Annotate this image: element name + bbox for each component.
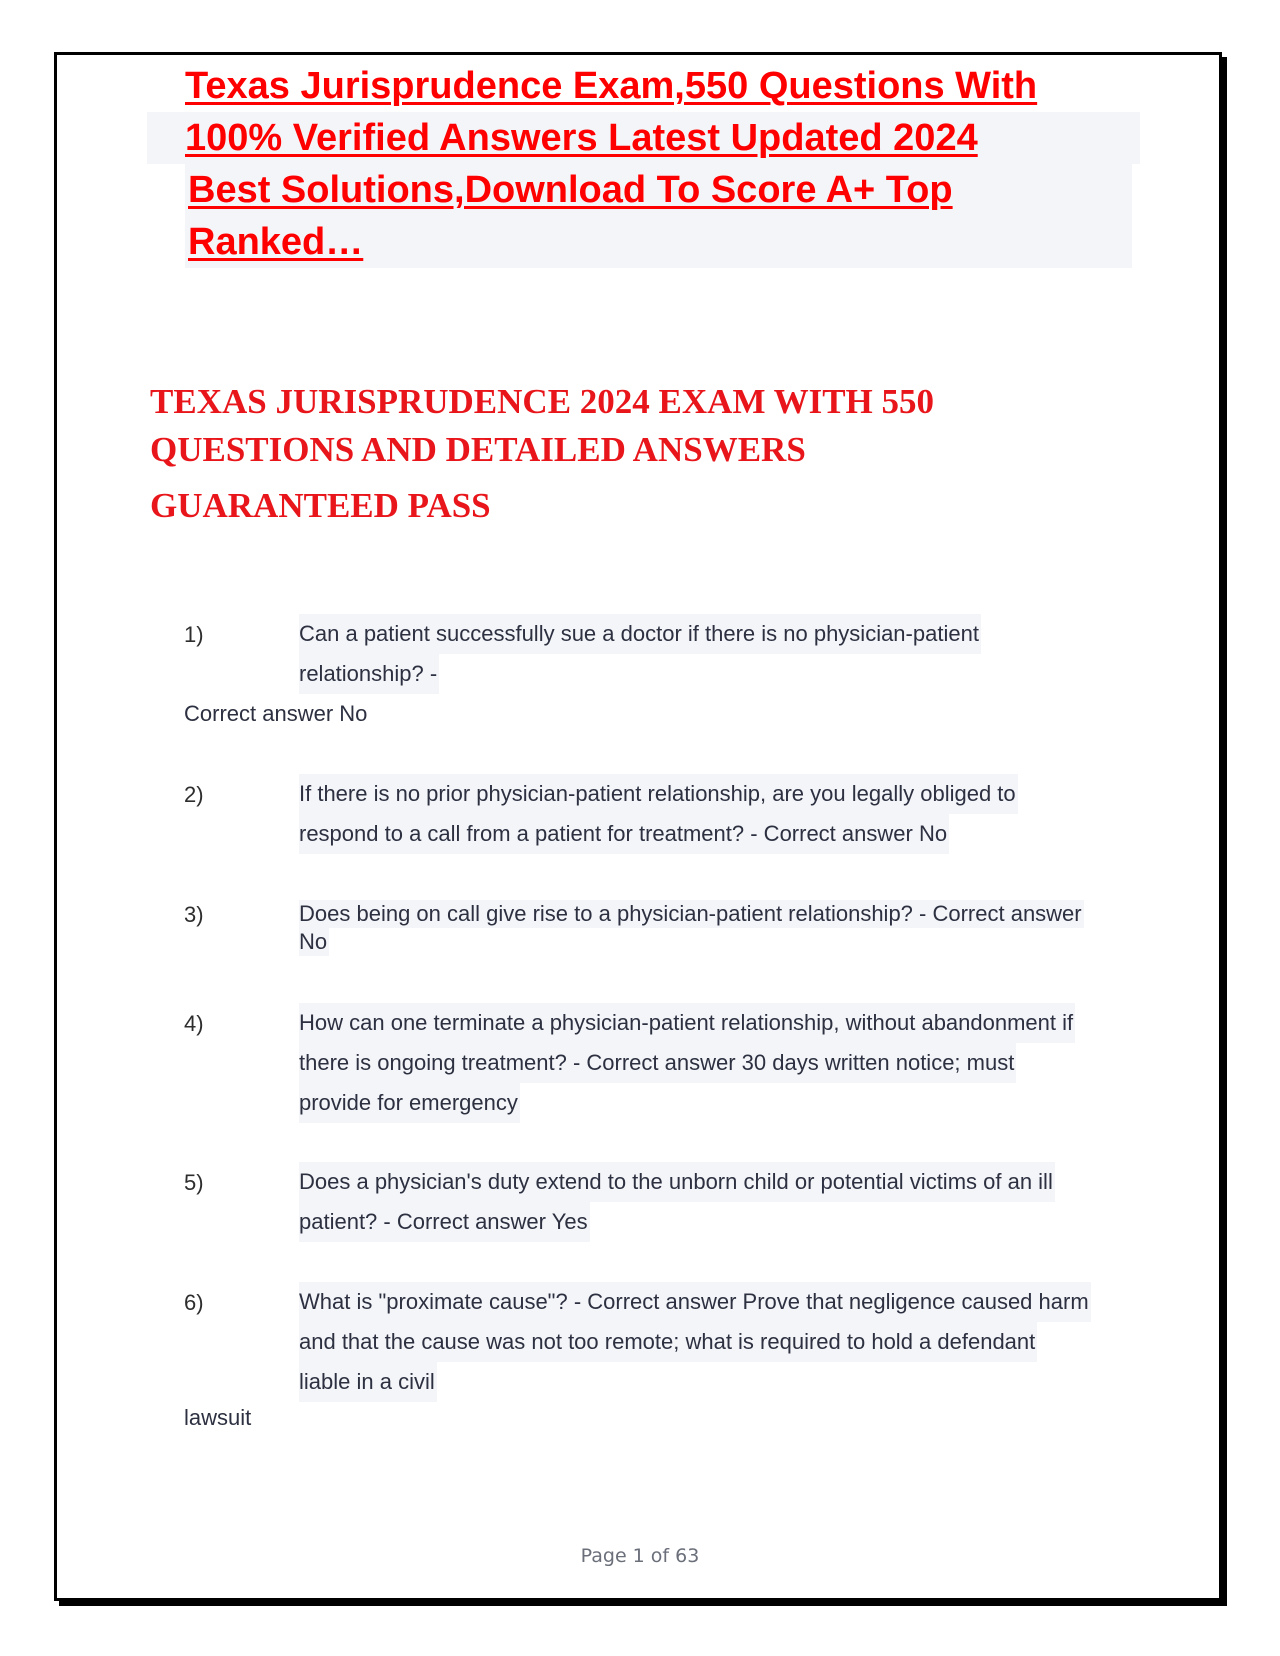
question-number: 4) — [184, 1011, 204, 1036]
question-text — [299, 900, 1084, 956]
question-number: 6) — [184, 1290, 204, 1315]
title-line-2: 100% Verified Answers Latest Updated 2024 — [147, 112, 1140, 164]
question-line: Does a physician's duty extend to the unborn child or potential victims of an ill — [299, 1162, 1055, 1202]
question-line: provide for emergency — [299, 1083, 520, 1123]
title-line-1: Texas Jurisprudence Exam,550 Questions With — [185, 65, 1038, 107]
question-line: What is "proximate cause"? - Correct answer Prove that negligence caused harm — [299, 1282, 1091, 1322]
question-line: No — [299, 929, 328, 954]
question-text — [299, 614, 981, 694]
question-number: 2) — [184, 782, 204, 807]
title-line-3: Best Solutions,Download To Score A+ Top — [185, 164, 1132, 216]
question-line: relationship? - — [299, 654, 439, 694]
question-line: Can a patient successfully sue a doctor if there is no physician-patient — [299, 614, 981, 654]
question-line: If there is no prior physician-patient relationship, are you legally obliged to — [299, 774, 1018, 814]
page-number: Page 1 of 63 — [580, 1545, 700, 1567]
question-text — [299, 1162, 1055, 1242]
title-line-4: Ranked… — [185, 216, 1132, 268]
question-line: Does being on call give rise to a physician-patient relationship? - Correct answer — [299, 901, 1082, 926]
question-number: 1) — [184, 622, 204, 647]
question-text — [299, 1282, 1091, 1402]
question-number: 5) — [184, 1170, 204, 1195]
question-line: there is ongoing treatment? - Correct answer 30 days written notice; must — [299, 1043, 1016, 1083]
subheading-line-2: QUESTIONS AND DETAILED ANSWERS — [150, 430, 806, 469]
question-answer-tail: Correct answer No — [184, 701, 368, 726]
question-number: 3) — [184, 902, 204, 927]
subheading-line-1: TEXAS JURISPRUDENCE 2024 EXAM WITH 550 — [150, 382, 935, 421]
question-text — [299, 1003, 1075, 1123]
subheading-line-3: GUARANTEED PASS — [150, 486, 491, 525]
question-answer-tail: lawsuit — [184, 1405, 252, 1430]
question-line: respond to a call from a patient for treatment? - Correct answer No — [299, 814, 949, 854]
question-line: and that the cause was not too remote; what is required to hold a defendant — [299, 1322, 1037, 1362]
question-line: patient? - Correct answer Yes — [299, 1202, 590, 1242]
question-line: How can one terminate a physician-patient relationship, without abandonment if — [299, 1003, 1075, 1043]
question-text — [299, 774, 1018, 854]
question-line: liable in a civil — [299, 1362, 437, 1402]
